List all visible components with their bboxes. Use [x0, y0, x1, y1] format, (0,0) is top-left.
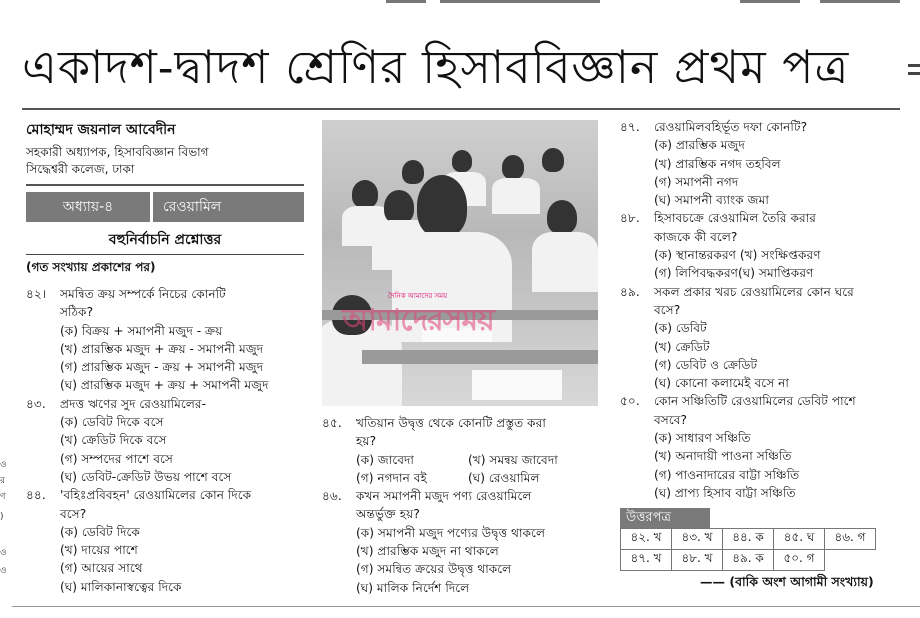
exam-hall-photo: [322, 120, 598, 406]
option: (খ) প্রারম্ভিক নগদ তহবিল: [654, 156, 781, 171]
continued-next-note: —— (বাকি অংশ আগামী সংখ্যায়): [700, 574, 874, 589]
question-text: রেওয়ামিলবহির্ভূত দফা কোনটি?: [654, 120, 808, 134]
headline-divider: [22, 108, 900, 110]
column-left: [26, 118, 308, 598]
option: (গ) লিপিবদ্ধকরণ(ঘ) সমাপ্তিকরণ: [654, 266, 814, 281]
question-number: ৪৫.: [322, 416, 342, 430]
question-text: খতিয়ান উদ্বৃত্ত থেকে কোনটি প্রস্তুত করা: [356, 416, 546, 430]
question-44: [26, 486, 308, 596]
option: (গ) পাওনাদারের বাট্টা সঞ্চিতি: [654, 467, 800, 482]
divider: [26, 184, 304, 186]
option: (খ) ক্রেডিট দিকে বসে: [60, 433, 167, 448]
option: (ক) প্রারম্ভিক মজুদ: [654, 138, 745, 153]
option: (ঘ) মালিকানাস্বত্বের দিকে: [60, 579, 182, 594]
option: (গ) নগদান বই: [356, 470, 427, 485]
chapter-title: রেওয়ামিল: [153, 192, 304, 222]
question-text: সঠিক?: [60, 305, 94, 320]
chapter-number: অধ্যায়-৪: [26, 192, 150, 222]
answer-cell: ৪৮. খ: [672, 550, 723, 571]
author-designation: সহকারী অধ্যাপক, হিসাববিজ্ঞান বিভাগ: [26, 145, 209, 159]
left-fragment: ও: [0, 566, 7, 576]
author-institution: সিদ্ধেশ্বরী কলেজ, ঢাকা: [26, 162, 135, 176]
question-number: ৪৩.: [26, 396, 46, 411]
option: (গ) সমাপনী নগদ: [654, 174, 739, 189]
chapter-banner: [26, 192, 304, 222]
question-number: ৪৯.: [620, 284, 640, 299]
answer-cell: ৪৪. ক: [723, 529, 774, 550]
option: (ঘ) প্রারম্ভিক মজুদ + ক্রয় + সমাপনী মজুদ: [60, 378, 269, 393]
table-row: [621, 529, 876, 550]
answer-cell: ৪২. খ: [621, 529, 672, 550]
question-50: [620, 392, 900, 502]
answer-cell: ৪৩. খ: [672, 529, 723, 550]
answer-cell: ৫০. গ: [774, 550, 825, 571]
question-text: বসবে?: [654, 412, 687, 427]
option: (ঘ) সমাপনী ব্যাংক জমা: [654, 193, 769, 208]
option: (ঘ) ডেবিট-ক্রেডিট উভয় পাশে বসে: [60, 469, 232, 484]
answer-key-title: উত্তরপত্র: [620, 508, 710, 528]
option: (ক) ডেবিট দিকে: [60, 524, 140, 539]
option: (ঘ) রেওয়ামিল: [468, 470, 540, 485]
option: (ঘ) মালিক নির্দেশ দিলে: [356, 580, 470, 595]
answer-cell: ৪৯. ক: [723, 550, 774, 571]
question-number: ৪৮.: [620, 211, 640, 226]
question-49: [620, 283, 900, 393]
left-fragment: র: [0, 476, 5, 486]
question-text: বসে?: [60, 506, 87, 521]
option: (ক) স্থানান্তরকরণ (খ) সংক্ষিপ্তকরণ: [654, 248, 821, 263]
option: (গ) আয়ের সাথে: [60, 561, 143, 576]
answer-cell: ৪৭. খ: [621, 550, 672, 571]
left-fragment: ও: [0, 548, 7, 558]
option: (ক) সাধারণ সঞ্চিতি: [654, 431, 751, 446]
question-number: ৫০.: [620, 394, 640, 409]
bottom-divider: [12, 606, 920, 607]
watermark-caption: দৈনিক আমাদের সময়: [388, 292, 448, 300]
answer-cell: ৪৬. গ: [825, 529, 876, 550]
question-text: সমন্বিত ক্রয় সম্পর্কে নিচের কোনটি: [60, 287, 226, 301]
question-text: প্রদত্ত ঋণের সুদ রেওয়ামিলের-: [60, 396, 207, 411]
option: (ক) সমাপনী মজুদ পণ্যের উদ্বৃত্ত থাকলে: [356, 525, 546, 540]
option: (ক) বিক্রয় + সমাপনী মজুদ - ক্রয়: [60, 323, 223, 338]
section-title: বহুনির্বাচনি প্রশ্নোত্তর: [108, 232, 222, 248]
left-margin-fragments: [0, 0, 8, 618]
option: (ক) ডেবিট: [654, 321, 707, 336]
option: (ঘ) কোনো কলামেই বসে না: [654, 376, 789, 391]
option: (গ) প্রারম্ভিক মজুদ - ক্রয় + সমাপনী মজুদ: [60, 360, 264, 375]
question-text: হয়?: [356, 434, 377, 449]
question-42: [26, 285, 308, 395]
left-fragment: ): [0, 512, 4, 522]
option: (ক) জাবেদা: [356, 452, 414, 467]
question-43: [26, 395, 308, 486]
column-right: [620, 118, 900, 502]
question-48: [620, 209, 900, 282]
option: (খ) সমন্বয় জাবেদা: [468, 452, 558, 467]
option: (ক) ডেবিট দিকে বসে: [60, 415, 164, 430]
continued-note: (গত সংখ্যায় প্রকাশের পর): [26, 260, 156, 274]
page-headline: একাদশ-দ্বাদশ শ্রেণির হিসাববিজ্ঞান প্রথম পত্র: [22, 40, 850, 94]
answer-key-table: [620, 528, 876, 571]
question-text: হিসাবচক্রে রেওয়ামিল তৈরি করার: [654, 211, 816, 226]
option: (খ) অনাদায়ী পাওনা সঞ্চিতি: [654, 449, 792, 464]
question-number: ৪৭.: [620, 120, 640, 134]
author-name: মোহাম্মদ জয়নাল আবেদীন: [26, 122, 176, 138]
answer-cell: ৪৫. ঘ: [774, 529, 825, 550]
question-47: [620, 118, 900, 209]
option: (খ) প্রারম্ভিক মজুদ + ক্রয় - সমাপনী মজুদ: [60, 341, 264, 356]
option: (গ) ডেবিট ও ক্রেডিট: [654, 357, 758, 372]
top-cropped-strip: [0, 0, 920, 6]
question-46: [322, 487, 606, 597]
option: (খ) ক্রেডিট: [654, 339, 710, 354]
option: (ঘ) প্রাপ্য হিসাব বাট্টা সঞ্চিতি: [654, 485, 796, 500]
watermark-logo: আমাদেরসময়: [342, 303, 494, 338]
right-edge-marks: [904, 60, 920, 90]
question-text: বসে?: [654, 302, 681, 317]
left-fragment: ণ: [0, 492, 6, 502]
question-text: কাজকে কী বলে?: [654, 229, 738, 244]
question-text: সকল প্রকার খরচ রেওয়ামিলের কোন ঘরে: [654, 284, 854, 299]
divider: [26, 254, 304, 255]
option: (খ) প্রারম্ভিক মজুদ না থাকলে: [356, 544, 499, 559]
left-fragment: ও: [0, 460, 7, 470]
option: (খ) দায়ের পাশে: [60, 543, 138, 558]
question-number: ৪২।: [26, 287, 47, 301]
question-text: কোন সঞ্চিতিটি রেওয়ামিলের ডেবিট পাশে: [654, 394, 856, 409]
option: (গ) সমন্বিত ক্রয়ের উদ্বৃত্ত থাকলে: [356, 562, 512, 577]
question-text: কখন সমাপনী মজুদ পণ্য রেওয়ামিলে: [356, 489, 532, 504]
option: (গ) সম্পদের পাশে বসে: [60, 451, 173, 466]
question-text: 'বহিঃপ্রবিবহন' রেওয়ামিলের কোন দিকে: [60, 488, 252, 503]
question-number: ৪৪.: [26, 488, 46, 503]
question-45: [322, 414, 606, 487]
column-middle: [322, 414, 606, 597]
question-text: অন্তর্ভুক্ত হয়?: [356, 507, 420, 522]
question-number: ৪৬.: [322, 489, 342, 504]
table-row: [621, 550, 876, 571]
